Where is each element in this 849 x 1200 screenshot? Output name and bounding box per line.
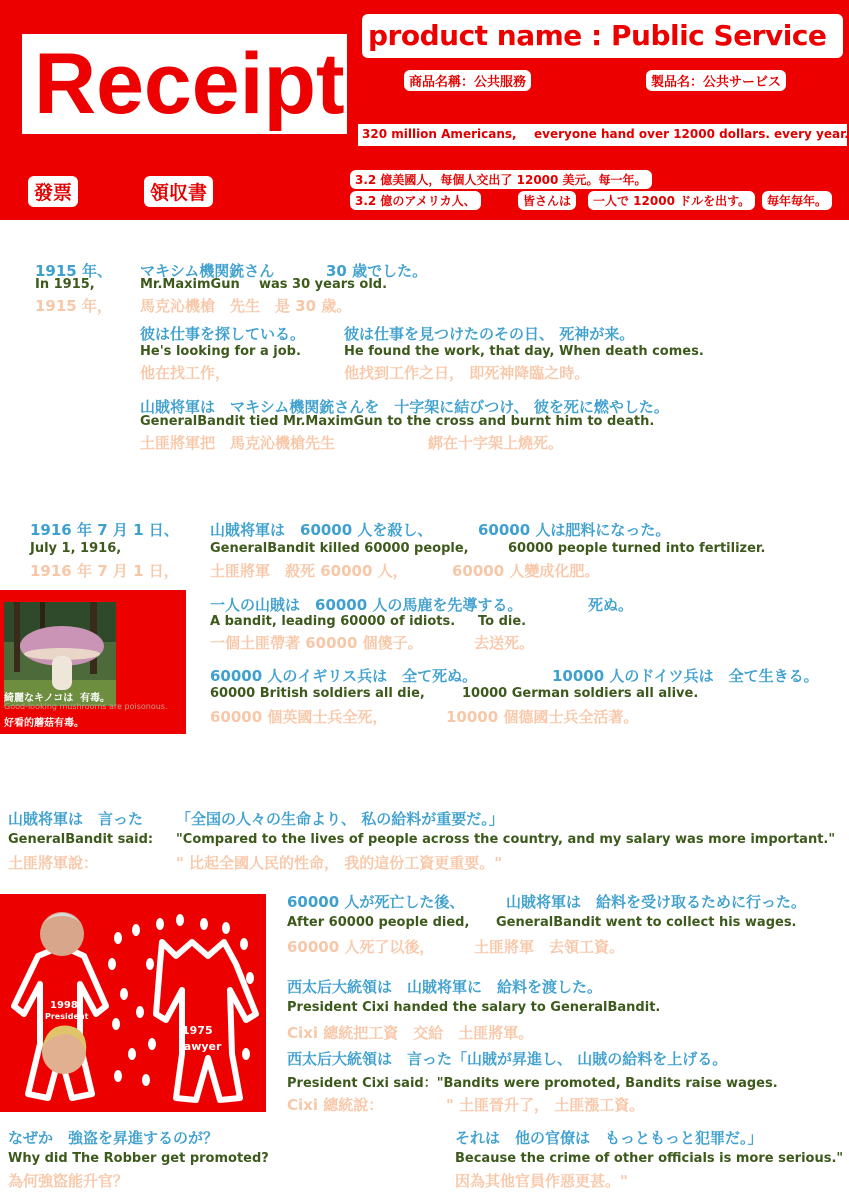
said-zh-1: 土匪將軍說： — [8, 854, 99, 872]
s1915-zh-1: 1915 年， — [35, 297, 112, 315]
wages-l3-zh-1: Cixi 總統說： — [287, 1096, 384, 1114]
s1915-l2-zh-2: 他找到工作之日， 即死神降臨之時。 — [344, 364, 590, 382]
s1915-l2-en-2: He found the work, that day, When death comes. — [344, 344, 704, 359]
wages-l1-ja-1: 60000 人が死亡した後、 — [287, 893, 465, 911]
fig-1998-role: President — [45, 1012, 89, 1021]
said-en-2: "Compared to the lives of people across the country, and my salary was more important." — [176, 832, 836, 847]
s1916-zh-3: 60000 人變成化肥。 — [452, 562, 600, 580]
receipt-title: Receipt — [34, 36, 345, 132]
ja-receipt-label: 領収書 — [144, 176, 213, 207]
s1916-l2-en-2: To die. — [478, 614, 527, 629]
wages-l2-zh: Cixi 總統把工資 交給 土匪將軍。 — [287, 1024, 534, 1042]
answer-en: Because the crime of other officials is more serious." — [455, 1151, 844, 1166]
wages-l3-zh-2: " 土匪晉升了， 土匪漲工資。 — [446, 1096, 645, 1114]
fig-1998-year: 1998 — [50, 1000, 78, 1011]
ja-cost-4: 毎年毎年。 — [762, 191, 832, 210]
s1916-en-2: GeneralBandit killed 60000 people, — [210, 541, 469, 556]
s1916-ja-3: 60000 人は肥料になった。 — [478, 521, 671, 539]
s1916-zh-2: 土匪將軍 殺死 60000 人， — [210, 562, 408, 580]
s1916-l2-zh-2: 去送死。 — [474, 634, 535, 652]
s1915-en-3: was 30 years old. — [259, 277, 388, 292]
ja-cost-3: 一人で 12000 ドルを出す。 — [588, 191, 755, 210]
answer-zh: 因為其他官員作惡更甚。" — [455, 1172, 628, 1190]
fig-1975-role: lawyer — [180, 1040, 222, 1053]
wages-l1-en-2: GeneralBandit went to collect his wages. — [496, 915, 797, 930]
en-cost-1: 320 million Americans, — [362, 127, 517, 141]
en-cost-2: everyone hand over 12000 dollars. — [534, 127, 770, 141]
ja-cost-1: 3.2 億のアメリカ人、 — [350, 191, 481, 210]
s1915-en-1: In 1915, — [35, 277, 95, 292]
question-en: Why did The Robber get promoted? — [8, 1151, 269, 1166]
wages-l1-ja-2: 山賊将軍は 給料を受け取るために行った。 — [506, 893, 807, 911]
wages-l2-en: President Cixi handed the salary to GeneralBandit. — [287, 1000, 661, 1015]
wages-l3-ja: 西太后大統領は 言った「山賊が昇進し、 山賊の給料を上げる。 — [287, 1050, 728, 1068]
s1915-l2-en-1: He's looking for a job. — [140, 344, 301, 359]
said-en-1: GeneralBandit said: — [8, 832, 154, 847]
s1916-ja-1: 1916 年 7 月 1 日、 — [30, 521, 179, 539]
said-ja-1: 山賊将軍は 言った — [8, 810, 144, 828]
s1916-l3-zh-1: 60000 個英國士兵全死， — [210, 708, 388, 726]
wages-l1-en-1: After 60000 people died, — [287, 915, 470, 930]
s1916-l3-en-1: 60000 British soldiers all die, — [210, 686, 425, 701]
mushroom-zh: 好看的蘑菇有毒。 — [4, 718, 84, 729]
s1916-l2-en-1: A bandit, leading 60000 of idiots. — [210, 614, 456, 629]
s1916-zh-1: 1916 年 7 月 1 日， — [30, 562, 179, 580]
zh-product-label: 商品名稱：公共服務 — [404, 70, 531, 91]
figures-drawing — [0, 894, 266, 1112]
s1916-l3-en-2: 10000 German soldiers all alive. — [462, 686, 699, 701]
wages-l1-zh-1: 60000 人死了以後， — [287, 938, 435, 956]
mushroom-en: Good-looking mushrooms are poisonous. — [4, 702, 168, 711]
s1916-l2-ja-1: 一人の山賊は 60000 人の馬鹿を先導する。 — [210, 596, 523, 614]
s1915-l3-zh-2: 綁在十字架上燒死。 — [428, 434, 564, 452]
said-ja-2: 「全国の人々の生命より、 私の給料が重要だ。」 — [176, 810, 504, 828]
zh-cost: 3.2 億美國人，每個人交出了 12000 美元。每一年。 — [350, 170, 652, 189]
s1915-ja-3: 30 歳でした。 — [326, 262, 428, 280]
s1916-l3-zh-2: 10000 個德國士兵全活著。 — [446, 708, 639, 726]
question-ja: なぜか 強盗を昇進するのが？ — [8, 1129, 219, 1147]
product-name: product name : Public Service — [368, 19, 827, 52]
s1915-l2-zh-1: 他在找工作， — [140, 364, 231, 382]
wages-l3-en: President Cixi said："Bandits were promoted, Bandits raise wages. — [287, 1076, 778, 1091]
s1916-l2-zh-1: 一個土匪帶著 60000 個傻子。 — [210, 634, 423, 652]
ja-product-label: 製品名：公共サービス — [646, 70, 786, 91]
answer-ja: それは 他の官僚は もっともっと犯罪だ。」 — [455, 1129, 763, 1147]
s1916-l3-ja-1: 60000 人のイギリス兵は 全て死ぬ。 — [210, 667, 478, 685]
s1915-l2-ja-1: 彼は仕事を探している。 — [140, 325, 306, 343]
wages-l1-zh-2: 土匪將軍 去領工資。 — [474, 938, 625, 956]
s1915-l2-ja-2: 彼は仕事を見つけたのその日、 死神が来。 — [344, 325, 635, 343]
wages-l2-ja: 西太后大統領は 山賊将軍に 給料を渡した。 — [287, 978, 603, 996]
s1915-ja-2: マキシム機関銃さん — [140, 262, 275, 280]
fig-1975-year: 1975 — [182, 1024, 213, 1037]
ja-cost-2: 皆さんは — [518, 191, 576, 210]
s1915-zh-2: 馬克沁機槍 先生 是 30 歲。 — [140, 297, 352, 315]
s1915-ja-1: 1915 年、 — [35, 262, 112, 280]
question-zh: 為何強盜能升官？ — [8, 1172, 129, 1190]
mushroom-ja-2: 有毒。 — [80, 693, 110, 704]
zh-receipt-label: 發票 — [28, 176, 78, 207]
s1915-en-2: Mr.MaximGun — [140, 277, 240, 292]
s1916-l3-ja-2: 10000 人のドイツ兵は 全て生きる。 — [552, 667, 819, 685]
s1916-en-3: 60000 people turned into fertilizer. — [508, 541, 766, 556]
s1915-l3-zh-1: 土匪將軍把 馬克沁機槍先生 — [140, 434, 336, 452]
s1915-l3-en: GeneralBandit tied Mr.MaximGun to the cross and burnt him to death. — [140, 414, 655, 429]
s1916-en-1: July 1, 1916, — [30, 541, 122, 556]
en-cost-3: every year. — [774, 127, 849, 141]
said-zh-2: " 比起全國人民的性命， 我的這份工資更重要。" — [176, 854, 503, 872]
s1916-l2-ja-2: 死ぬ。 — [588, 596, 634, 614]
s1915-l3-ja: 山賊将軍は マキシム機関銃さんを 十字架に結びつけ、 彼を死に燃やした。 — [140, 398, 669, 416]
s1916-ja-2: 山賊将軍は 60000 人を殺し、 — [210, 521, 433, 539]
receipt-header — [0, 0, 849, 220]
mushroom-ja-1: 綺麗なキノコは — [4, 693, 74, 704]
